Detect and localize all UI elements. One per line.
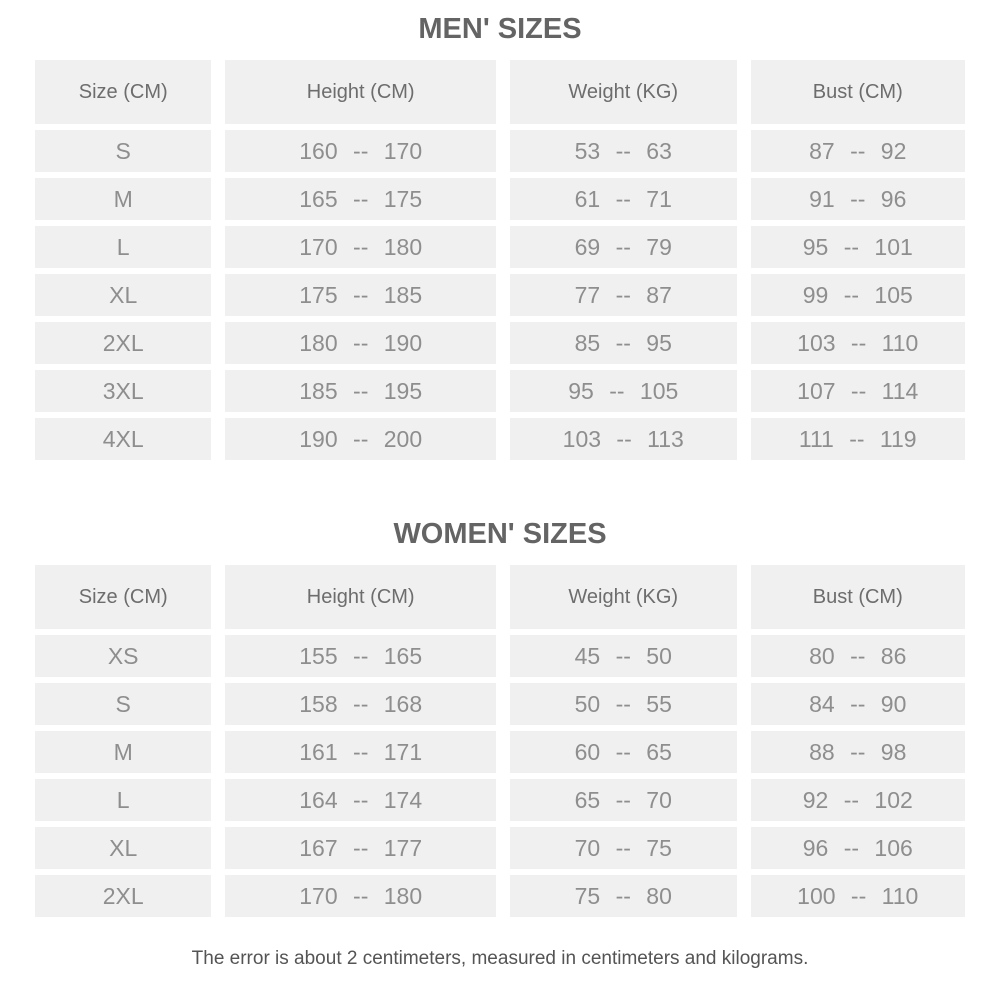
range-value-cell: 175 -- 185: [225, 274, 496, 316]
womens-header-row: [35, 565, 965, 629]
range-value-cell: 69 -- 79: [510, 226, 737, 268]
range-value-cell: 170 -- 180: [225, 875, 496, 917]
mens-sizes-section: [0, 13, 1000, 466]
size-label-cell: 4XL: [35, 418, 211, 460]
range-value-cell: 158 -- 168: [225, 683, 496, 725]
range-value-cell: 185 -- 195: [225, 370, 496, 412]
column-header: Height (CM): [225, 565, 496, 629]
range-value-cell: 61 -- 71: [510, 178, 737, 220]
range-value-cell: 95 -- 105: [510, 370, 737, 412]
column-header: Bust (CM): [751, 565, 966, 629]
table-row: [35, 130, 965, 172]
womens-sizes-table: [21, 559, 979, 923]
table-row: [35, 779, 965, 821]
size-label-cell: XL: [35, 274, 211, 316]
table-row: [35, 178, 965, 220]
range-value-cell: 75 -- 80: [510, 875, 737, 917]
range-value-cell: 60 -- 65: [510, 731, 737, 773]
column-header: Weight (KG): [510, 60, 737, 124]
range-value-cell: 180 -- 190: [225, 322, 496, 364]
table-row: [35, 322, 965, 364]
range-value-cell: 103 -- 113: [510, 418, 737, 460]
mens-table-body: [35, 130, 965, 460]
womens-sizes-title: WOMEN' SIZES: [393, 518, 607, 550]
range-value-cell: 170 -- 180: [225, 226, 496, 268]
range-value-cell: 65 -- 70: [510, 779, 737, 821]
range-value-cell: 160 -- 170: [225, 130, 496, 172]
column-header: Bust (CM): [751, 60, 966, 124]
size-label-cell: S: [35, 130, 211, 172]
size-label-cell: L: [35, 779, 211, 821]
range-value-cell: 107 -- 114: [751, 370, 966, 412]
womens-sizes-section: [0, 518, 1000, 923]
size-label-cell: 2XL: [35, 875, 211, 917]
size-label-cell: XL: [35, 827, 211, 869]
range-value-cell: 70 -- 75: [510, 827, 737, 869]
range-value-cell: 103 -- 110: [751, 322, 966, 364]
table-row: [35, 274, 965, 316]
size-label-cell: 2XL: [35, 322, 211, 364]
table-row: [35, 370, 965, 412]
column-header: Size (CM): [35, 60, 211, 124]
size-label-cell: M: [35, 178, 211, 220]
range-value-cell: 190 -- 200: [225, 418, 496, 460]
size-label-cell: 3XL: [35, 370, 211, 412]
range-value-cell: 167 -- 177: [225, 827, 496, 869]
size-label-cell: S: [35, 683, 211, 725]
range-value-cell: 111 -- 119: [751, 418, 966, 460]
mens-sizes-table: [21, 54, 979, 466]
range-value-cell: 45 -- 50: [510, 635, 737, 677]
column-header: Height (CM): [225, 60, 496, 124]
table-row: [35, 635, 965, 677]
range-value-cell: 96 -- 106: [751, 827, 966, 869]
range-value-cell: 164 -- 174: [225, 779, 496, 821]
size-label-cell: XS: [35, 635, 211, 677]
range-value-cell: 87 -- 92: [751, 130, 966, 172]
range-value-cell: 53 -- 63: [510, 130, 737, 172]
range-value-cell: 50 -- 55: [510, 683, 737, 725]
range-value-cell: 77 -- 87: [510, 274, 737, 316]
footer-note: The error is about 2 centimeters, measured in centimeters and kilograms.: [191, 948, 809, 969]
range-value-cell: 95 -- 101: [751, 226, 966, 268]
range-value-cell: 88 -- 98: [751, 731, 966, 773]
range-value-cell: 155 -- 165: [225, 635, 496, 677]
womens-table-body: [35, 635, 965, 917]
range-value-cell: 99 -- 105: [751, 274, 966, 316]
table-row: [35, 875, 965, 917]
range-value-cell: 84 -- 90: [751, 683, 966, 725]
column-header: Size (CM): [35, 565, 211, 629]
range-value-cell: 80 -- 86: [751, 635, 966, 677]
size-label-cell: M: [35, 731, 211, 773]
size-label-cell: L: [35, 226, 211, 268]
range-value-cell: 161 -- 171: [225, 731, 496, 773]
table-row: [35, 827, 965, 869]
range-value-cell: 92 -- 102: [751, 779, 966, 821]
mens-sizes-title: MEN' SIZES: [418, 13, 582, 45]
column-header: Weight (KG): [510, 565, 737, 629]
table-row: [35, 226, 965, 268]
range-value-cell: 85 -- 95: [510, 322, 737, 364]
range-value-cell: 100 -- 110: [751, 875, 966, 917]
table-row: [35, 418, 965, 460]
table-row: [35, 731, 965, 773]
range-value-cell: 91 -- 96: [751, 178, 966, 220]
range-value-cell: 165 -- 175: [225, 178, 496, 220]
table-row: [35, 683, 965, 725]
mens-header-row: [35, 60, 965, 124]
